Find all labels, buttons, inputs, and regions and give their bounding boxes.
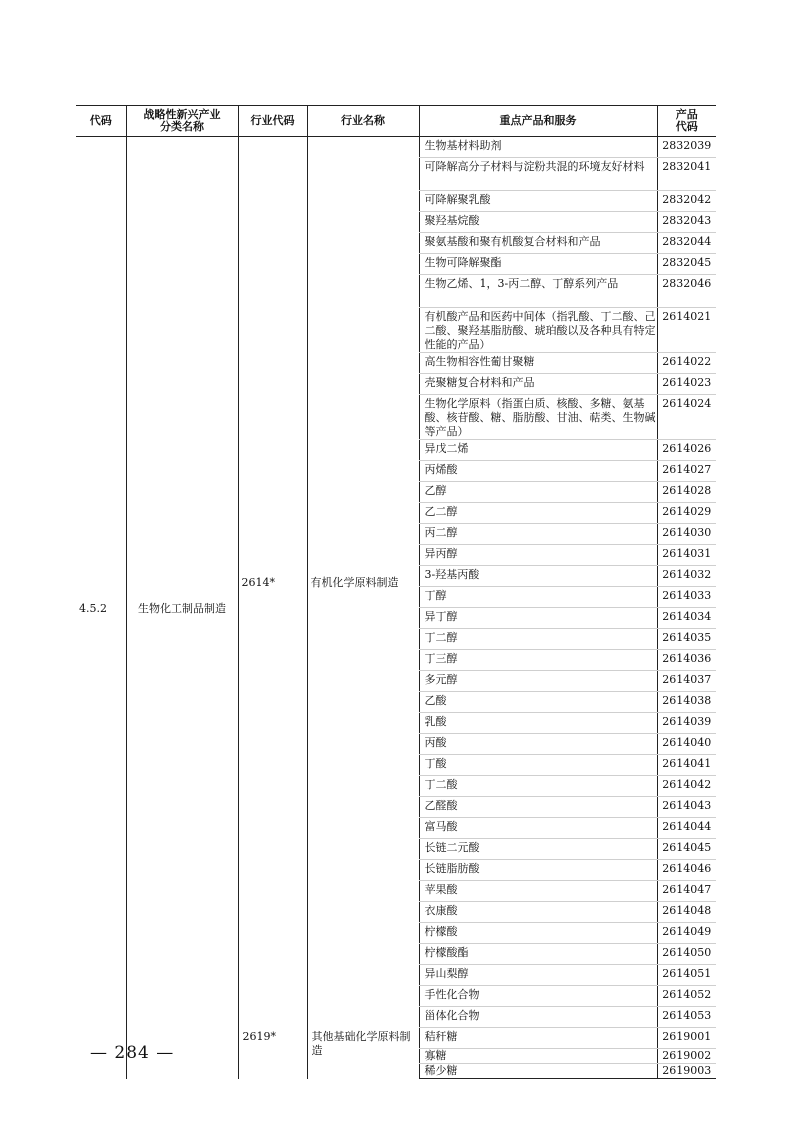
product-name: 丁三醇 [419, 650, 657, 671]
product-code: 2619003 [657, 1064, 716, 1079]
product-code: 2614036 [657, 650, 716, 671]
product-name: 长链二元酸 [419, 839, 657, 860]
table-body [76, 137, 716, 1079]
product-code: 2614024 [657, 395, 716, 440]
product-name: 壳聚糖复合材料和产品 [419, 374, 657, 395]
product-code: 2614023 [657, 374, 716, 395]
industry-classification-table [76, 105, 716, 1079]
product-name: 丁醇 [419, 587, 657, 608]
product-code: 2614035 [657, 629, 716, 650]
product-code: 2614049 [657, 923, 716, 944]
product-code: 2832041 [657, 158, 716, 191]
product-code: 2614039 [657, 713, 716, 734]
product-name: 寡糖 [419, 1049, 657, 1064]
product-name: 多元醇 [419, 671, 657, 692]
category-code: 4.5.2 [79, 601, 107, 615]
product-name: 丁酸 [419, 755, 657, 776]
product-name: 聚羟基烷酸 [419, 212, 657, 233]
product-name: 异山梨醇 [419, 965, 657, 986]
product-name: 丁二醇 [419, 629, 657, 650]
product-name: 异丁醇 [419, 608, 657, 629]
product-code: 2614045 [657, 839, 716, 860]
product-name: 乙二醇 [419, 503, 657, 524]
industry-code: 2614* [238, 137, 307, 1028]
product-name: 可降解高分子材料与淀粉共混的环境友好材料 [419, 158, 657, 191]
product-code: 2614047 [657, 881, 716, 902]
product-name: 富马酸 [419, 818, 657, 839]
product-name: 柠檬酸酯 [419, 944, 657, 965]
product-code: 2614038 [657, 692, 716, 713]
product-code: 2614022 [657, 353, 716, 374]
product-code: 2619002 [657, 1049, 716, 1064]
header-product-code-line1: 产品 [675, 108, 698, 121]
header-product-code-line2: 代码 [675, 120, 698, 133]
product-code: 2614026 [657, 440, 716, 461]
product-code: 2614043 [657, 797, 716, 818]
product-name: 丙烯酸 [419, 461, 657, 482]
product-code: 2614051 [657, 965, 716, 986]
table-header-row [76, 106, 716, 137]
industry-code: 2619* [238, 1028, 307, 1079]
product-code: 2614040 [657, 734, 716, 755]
product-name: 乙醛酸 [419, 797, 657, 818]
header-industry-code: 行业代码 [238, 106, 307, 137]
product-name: 丙二醇 [419, 524, 657, 545]
product-code: 2614027 [657, 461, 716, 482]
product-name: 衣康酸 [419, 902, 657, 923]
product-name: 乳酸 [419, 713, 657, 734]
product-code: 2614046 [657, 860, 716, 881]
product-code: 2614050 [657, 944, 716, 965]
product-name: 异丙醇 [419, 545, 657, 566]
product-code: 2614048 [657, 902, 716, 923]
header-code: 代码 [76, 106, 126, 137]
product-name: 3-羟基丙酸 [419, 566, 657, 587]
product-code: 2614029 [657, 503, 716, 524]
product-name: 甾体化合物 [419, 1007, 657, 1028]
table-row [76, 137, 716, 158]
product-code: 2614053 [657, 1007, 716, 1028]
product-name: 高生物相容性葡甘聚糖 [419, 353, 657, 374]
product-name: 长链脂肪酸 [419, 860, 657, 881]
product-code: 2614032 [657, 566, 716, 587]
product-code: 2614031 [657, 545, 716, 566]
product-code: 2832039 [657, 137, 716, 158]
product-code: 2614030 [657, 524, 716, 545]
product-code: 2614041 [657, 755, 716, 776]
product-code: 2832045 [657, 254, 716, 275]
product-code: 2832042 [657, 191, 716, 212]
product-name: 乙醇 [419, 482, 657, 503]
product-name: 生物化学原料（指蛋白质、核酸、多糖、氨基酸、核苷酸、糖、脂肪酸、甘油、萜类、生物碱等产品） [419, 395, 657, 440]
industry-name: 其他基础化学原料制造 [307, 1028, 419, 1079]
product-code: 2614034 [657, 608, 716, 629]
product-name: 聚氨基酸和聚有机酸复合材料和产品 [419, 233, 657, 254]
product-name: 苹果酸 [419, 881, 657, 902]
product-code: 2614042 [657, 776, 716, 797]
product-name: 生物基材料助剂 [419, 137, 657, 158]
product-name: 可降解聚乳酸 [419, 191, 657, 212]
product-name: 丁二酸 [419, 776, 657, 797]
product-code: 2614033 [657, 587, 716, 608]
product-code: 2614052 [657, 986, 716, 1007]
product-name: 柠檬酸 [419, 923, 657, 944]
product-name: 秸秆糖 [419, 1028, 657, 1049]
header-products: 重点产品和服务 [419, 106, 657, 137]
product-name: 丙酸 [419, 734, 657, 755]
header-industry-name: 行业名称 [307, 106, 419, 137]
product-code: 2832044 [657, 233, 716, 254]
product-name: 生物乙烯、1，3-丙二醇、丁醇系列产品 [419, 275, 657, 308]
product-code: 2832043 [657, 212, 716, 233]
product-code: 2619001 [657, 1028, 716, 1049]
product-name: 有机酸产品和医药中间体（指乳酸、丁二酸、己二酸、聚羟基脂肪酸、琥珀酸以及各种具有特定性能的产品） [419, 308, 657, 353]
header-product-code [657, 106, 716, 137]
category-name: 生物化工制品制造 [126, 137, 238, 1079]
industry-name: 有机化学原料制造 [307, 137, 419, 1028]
product-name: 手性化合物 [419, 986, 657, 1007]
product-code: 2614021 [657, 308, 716, 353]
product-code: 2832046 [657, 275, 716, 308]
product-code: 2614044 [657, 818, 716, 839]
product-code: 2614028 [657, 482, 716, 503]
product-name: 生物可降解聚酯 [419, 254, 657, 275]
header-category-name: 战略性新兴产业分类名称 [126, 106, 238, 137]
product-name: 稀少糖 [419, 1064, 657, 1079]
product-name: 乙酸 [419, 692, 657, 713]
product-code: 2614037 [657, 671, 716, 692]
product-name: 异戊二烯 [419, 440, 657, 461]
page-number: — 284 — [90, 1043, 175, 1063]
